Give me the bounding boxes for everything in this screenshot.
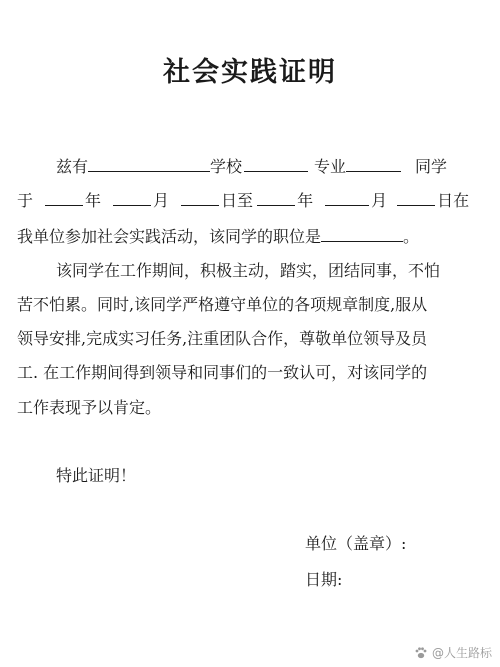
text-yu: 于 [17,191,34,210]
watermark [414,644,492,661]
text-major: 专业 [314,157,347,176]
blank-major [346,155,401,172]
body-line-2 [17,189,469,212]
text-classmate: 同学 [415,157,448,176]
blank-start-month [113,189,151,206]
para2-line-1: 该同学在工作期间，积极主动，踏实，团结同事，不怕 [56,261,441,280]
text-month-2: 月 [371,191,388,210]
signature-date: 日期: [305,570,343,589]
blank-school [244,155,308,172]
text-year-1: 年 [85,191,102,210]
blank-name [88,155,210,172]
para2-line-4: 工. 在工作期间得到领导和同事们的一致认可，对该同学的 [17,363,428,382]
para2-line-2: 苦不怕累。同时,该同学严格遵守单位的各项规章制度,服从 [17,295,428,314]
blank-end-month [325,189,369,206]
paw-icon [414,646,428,660]
blank-end-day [397,189,435,206]
text-year-2: 年 [297,191,314,210]
text-day-at: 日在 [437,191,470,210]
blank-start-year [45,189,83,206]
document-title: 社会实践证明 [163,57,337,88]
blank-position [321,225,403,242]
closing-text: 特此证明！ [56,466,137,485]
para2-line-5: 工作表现予以肯定。 [17,398,162,417]
text-month-1: 月 [153,191,170,210]
watermark-text: @人生路标 [431,646,492,660]
body-line-3 [17,225,419,248]
para2-line-3: 领导安排,完成实习任务,注重团队合作，尊敬单位领导及员 [17,329,428,348]
signature-unit: 单位（盖章）: [305,534,407,553]
body-line-1 [56,155,447,178]
text-school: 学校 [210,157,243,176]
text-day-to: 日至 [221,191,254,210]
text-zi-you: 兹有 [56,157,89,176]
text-position-intro: 我单位参加社会实践活动，该同学的职位是 [17,227,322,246]
text-period: 。 [403,227,420,246]
blank-start-day [181,189,219,206]
blank-end-year [257,189,295,206]
